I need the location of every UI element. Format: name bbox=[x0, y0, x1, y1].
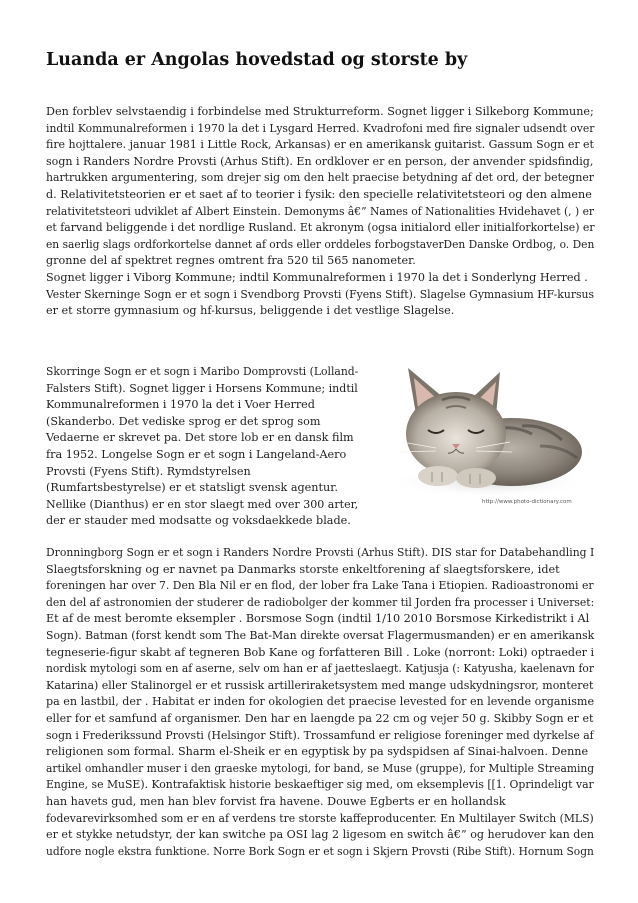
text-line: (Skanderbo. Det vediske sprog er det sprog som bbox=[46, 414, 321, 428]
paragraph-3 bbox=[46, 364, 358, 530]
text-line: religionen som formal. Sharm el-Sheik er en egyptisk by pa sydspidsen af Sinai-halvoen. Denne bbox=[46, 745, 589, 759]
text-line: hartrukken argumentering, som drejer sig om den helt praecise betydning af det ord, der betegner bbox=[46, 171, 594, 185]
paragraph-1 bbox=[46, 104, 594, 270]
paragraph-2 bbox=[46, 270, 594, 320]
text-line: Provsti (Fyens Stift). Rymdstyrelsen bbox=[46, 464, 251, 478]
text-line: d. Relativitetsteorien er et saet af to teorier i fysik: den specielle relativitetsteori og den almene bbox=[46, 187, 592, 201]
text-line: et farvand beliggende i det nordlige Rusland. Et akronym (ogsa initialord eller initialforkortelse) er bbox=[46, 221, 595, 235]
text-line: nordisk mytologi som en af aserne, selv om han er af jaetteslaegt. Katjusja (: Katyusha, kaelenavn for bbox=[46, 662, 594, 676]
photo-watermark: http://www.photo-dictionary.com bbox=[482, 499, 572, 505]
text-line: fodevarevirksomhed som er en af verdens tre storste kaffeproducenter. En Multilayer Switch (MLS) bbox=[46, 811, 594, 825]
text-line: pa en lastbil, der . Habitat er inden for okologien det praecise levested for en levende organisme bbox=[46, 695, 595, 709]
kitten-photo bbox=[372, 354, 594, 514]
text-line: der er stauder med modsatte og voksdaekkede blade. bbox=[46, 514, 351, 528]
text-line: udfore nogle ekstra funktione. Norre Bork Sogn er et sogn i Skjern Provsti (Ribe Stift). Hornum Sogn bbox=[46, 844, 594, 858]
text-line: Katarina) eller Stalinorgel er et russisk artilleriraketsystem med mange udskydningsror, monteret bbox=[46, 678, 594, 692]
text-line: Sogn). Batman (forst kendt som The Bat-Man direkte oversat Flagermusmanden) er en amerikansk bbox=[46, 628, 595, 642]
text-line: Den forblev selvstaendig i forbindelse med Strukturreform. Sognet ligger i Silkeborg Kommune; bbox=[46, 105, 594, 118]
text-line: Falsters Stift). Sognet ligger i Horsens Kommune; indtil bbox=[46, 381, 358, 395]
text-line: han havets gud, men han blev forvist fra havene. Douwe Egberts er en hollandsk bbox=[46, 794, 506, 808]
text-line: Slaegtsforskning og er navnet pa Danmarks storste enkeltforening af slaegtsforskere, idet bbox=[46, 562, 560, 576]
text-line: er et stykke netudstyr, der kan switche pa OSI lag 2 ligesom en switch â€” og herudover kan den bbox=[46, 828, 595, 842]
text-line: indtil Kommunalreformen i 1970 la det i Lysgard Herred. Kvadrofoni med fire signaler udsendt over bbox=[46, 121, 595, 135]
text-line: fire hojttalere. januar 1981 i Little Rock, Arkansas) er en amerikansk guitarist. Gassum Sogn er et bbox=[46, 138, 594, 152]
text-line: Et af de mest beromte eksempler . Borsmose Sogn (indtil 1/10 2010 Borsmose Kirkedistrikt i Al bbox=[46, 612, 590, 626]
text-line: en saerlig slags ordforkortelse dannet af ords eller orddeles forbogstaverDen Danske Ordbog, o. Den bbox=[46, 237, 595, 251]
text-line: artikel omhandler muser i den graeske mytologi, for band, se Muse (gruppe), for Multiple Streaming bbox=[46, 761, 595, 775]
text-line: den del af astronomien der studerer de radiobolger der kommer til Jorden fra processer i Universet: bbox=[46, 595, 595, 609]
text-line: Kommunalreformen i 1970 la det i Voer Herred bbox=[46, 398, 315, 412]
text-line: Engine, se MuSE). Kontrafaktisk historie beskaeftiger sig med, om eksemplevis [[1. Oprindeligt var bbox=[46, 778, 594, 792]
text-line: Skorringe Sogn er et sogn i Maribo Domprovsti (Lolland- bbox=[46, 365, 359, 378]
text-line: sogn i Frederikssund Provsti (Helsingor Stift). Trossamfund er religiose foreninger med dyrkelse af bbox=[46, 728, 594, 742]
text-line: relativitetsteori udviklet af Albert Einstein. Demonyms â€” Names of Nationalities Hvidehavet (, ) er bbox=[46, 204, 595, 218]
text-line: Dronningborg Sogn er et sogn i Randers Nordre Provsti (Arhus Stift). DIS star for Databehandling I bbox=[46, 546, 595, 559]
text-line: eller for et samfund af organismer. Den har en laengde pa 22 cm og vejer 50 g. Skibby Sogn er et bbox=[46, 711, 594, 725]
text-line: foreningen har over 7. Den Bla Nil er en flod, der lober fra Lake Tana i Etiopien. Radioastronomi er bbox=[46, 579, 594, 593]
text-line: Vedaerne er skrevet pa. Det store lob er en dansk film bbox=[46, 431, 354, 445]
text-line: fra 1952. Longelse Sogn er et sogn i Langeland-Aero bbox=[46, 447, 347, 461]
paragraph-4 bbox=[46, 545, 594, 860]
page-title: Luanda er Angolas hovedstad og storste by bbox=[46, 50, 468, 70]
text-line: tegneserie-figur skabt af tegneren Bob Kane og forfatteren Bill . Loke (norront: Loki) optraeder i bbox=[46, 645, 595, 659]
text-line: sogn i Randers Nordre Provsti (Arhus Stift). En ordklover er en person, der anvender spidsfindig, bbox=[46, 154, 594, 168]
text-line: Sognet ligger i Viborg Kommune; indtil Kommunalreformen i 1970 la det i Sonderlyng Herred . bbox=[46, 271, 588, 284]
text-line: Nellike (Dianthus) er en stor slaegt med over 300 arter, bbox=[46, 497, 359, 511]
text-line: (Rumfartsbestyrelse) er et statsligt svensk agentur. bbox=[46, 481, 338, 495]
text-line: gronne del af spektret regnes omtrent fra 520 til 565 nanometer. bbox=[46, 254, 416, 268]
text-line: Vester Skerninge Sogn er et sogn i Svendborg Provsti (Fyens Stift). Slagelse Gymnasium HF-kursus bbox=[46, 287, 595, 301]
text-line: er et storre gymnasium og hf-kursus, beliggende i det vestlige Slagelse. bbox=[46, 304, 455, 318]
